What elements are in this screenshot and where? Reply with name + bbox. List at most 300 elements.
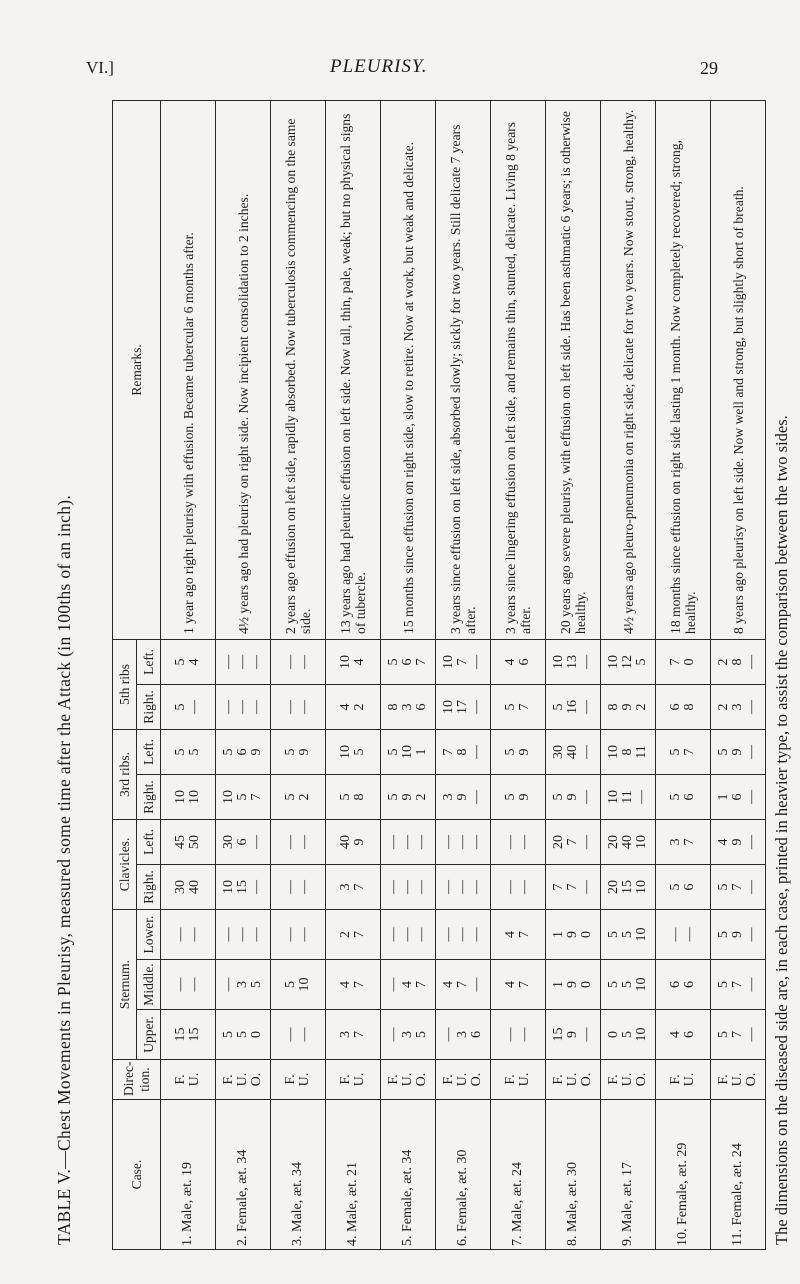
measurement-value: 40 <box>338 834 353 849</box>
remarks-cell: 20 years ago severe pleurisy, with effusion on left side. Has been asthmatic 6 years; is otherwise healthy. <box>546 101 601 640</box>
measurement-value: — <box>386 927 401 942</box>
measurement-value: — <box>744 1027 759 1042</box>
measurement-value: — <box>668 927 683 942</box>
r5-l-cell <box>326 639 381 684</box>
measurement-value: — <box>283 834 298 849</box>
measurement-value: — <box>503 879 518 894</box>
direction-cell <box>546 1060 601 1100</box>
r3-r-cell <box>601 774 656 819</box>
r5-l-cell <box>656 639 711 684</box>
measurement-value: 40 <box>620 834 635 849</box>
measurement-value: 3 <box>400 1031 415 1038</box>
measurement-value: 5 <box>716 931 731 938</box>
r5-l-cell <box>601 639 656 684</box>
measurement-value: 10 <box>606 789 621 804</box>
measurement-value: 7 <box>517 931 532 938</box>
cl-r-cell <box>326 864 381 909</box>
direction-value: F. <box>606 1074 621 1085</box>
measurement-value: 9 <box>352 838 367 846</box>
table-row <box>271 101 326 1250</box>
header-3rd-ribs-right: Right. <box>137 774 161 819</box>
table-row <box>216 101 271 1250</box>
table-footnote: The dimensions on the diseased side are, in each case, printed in heavier type, to assist the comparison between the two sides. <box>772 415 791 1245</box>
r3-r-cell <box>161 774 216 819</box>
r5-r-cell <box>326 684 381 729</box>
measurement-value: 0 <box>579 931 594 938</box>
measurement-value: — <box>744 927 759 942</box>
measurement-value: — <box>441 834 456 849</box>
upper-cell <box>656 1010 711 1060</box>
measurement-value: 10 <box>634 879 649 894</box>
measurement-value: 2 <box>414 793 429 801</box>
measurement-value: — <box>187 699 202 714</box>
measurement-value: — <box>283 879 298 894</box>
measurement-value: — <box>744 977 759 992</box>
remarks-cell: 4½ years ago pleuro-pneumonia on right side; delicate for two years. Now stout, strong, healthy. <box>601 101 656 640</box>
measurement-value: 5 <box>173 658 188 666</box>
measurement-value: — <box>455 879 470 894</box>
measurement-value: 5 <box>249 981 264 988</box>
measurement-value: — <box>414 927 429 942</box>
middle-cell <box>381 960 436 1010</box>
measurement-value: 9 <box>565 981 580 988</box>
direction-value: O. <box>249 1072 264 1087</box>
measurement-value: 6 <box>730 793 745 801</box>
measurement-value: 10 <box>173 789 188 804</box>
lower-cell <box>271 909 326 959</box>
measurement-value: 9 <box>400 793 415 801</box>
direction-cell <box>161 1060 216 1100</box>
r3-r-cell <box>271 774 326 819</box>
measurement-value: — <box>187 927 202 942</box>
cl-l-cell <box>381 819 436 864</box>
lower-cell <box>326 909 381 959</box>
remarks-cell: 3 years since effusion on left side, absorbed slowly; sickly for two years. Still delicate 7 years after. <box>436 101 491 640</box>
r5-r-cell <box>381 684 436 729</box>
cl-r-cell <box>491 864 546 909</box>
measurement-value: 6 <box>235 838 250 846</box>
measurement-value: 7 <box>249 793 264 801</box>
measurement-value: — <box>517 879 532 894</box>
measurement-value: 15 <box>551 1027 566 1042</box>
r3-l-cell <box>601 729 656 774</box>
remarks-cell: 3 years since lingering effusion on left side, and remains thin, stunted, delicate. Living 8 years after. <box>491 101 546 640</box>
measurement-value: 4 <box>338 703 353 711</box>
measurement-value: 7 <box>352 1031 367 1038</box>
measurement-value: 10 <box>338 744 353 759</box>
header-sternum-upper: Upper. <box>137 1010 161 1060</box>
measurement-value: 10 <box>551 654 566 669</box>
measurement-value: — <box>469 699 484 714</box>
case-cell: 1. Male, æt. 19 <box>161 1100 216 1250</box>
cl-r-cell <box>271 864 326 909</box>
measurement-value: — <box>744 834 759 849</box>
direction-value: F. <box>221 1074 236 1085</box>
measurement-value: 15 <box>187 1027 202 1042</box>
measurement-value: 45 <box>173 834 188 849</box>
table-row <box>656 101 711 1250</box>
upper-cell <box>216 1010 271 1060</box>
direction-cell <box>381 1060 436 1100</box>
direction-value: F. <box>386 1074 401 1085</box>
middle-cell <box>656 960 711 1010</box>
header-sternum-lower: Lower. <box>137 909 161 959</box>
lower-cell <box>216 909 271 959</box>
measurement-value: 6 <box>414 703 429 711</box>
direction-value: O. <box>469 1072 484 1087</box>
cl-r-cell <box>161 864 216 909</box>
measurement-value: 10 <box>606 654 621 669</box>
measurement-value: 10 <box>338 654 353 669</box>
measurement-value: — <box>579 654 594 669</box>
header-sternum-middle: Middle. <box>137 960 161 1010</box>
table-row <box>161 101 216 1250</box>
measurement-value: 2 <box>338 931 353 938</box>
measurement-value: 5 <box>235 793 250 801</box>
measurement-value: 8 <box>606 703 621 711</box>
r5-l-cell <box>436 639 491 684</box>
table-row <box>381 101 436 1250</box>
header-clavicles: Clavicles. <box>113 819 137 909</box>
measurement-value: — <box>634 789 649 804</box>
table-row <box>711 101 766 1250</box>
measurement-value: — <box>235 927 250 942</box>
measurement-value: 5 <box>173 703 188 711</box>
measurement-value: 9 <box>730 931 745 938</box>
measurement-value: — <box>503 834 518 849</box>
measurement-value: 5 <box>173 748 188 756</box>
r5-r-cell <box>656 684 711 729</box>
direction-value: F. <box>283 1074 298 1085</box>
measurement-value: 7 <box>682 838 697 846</box>
measurement-value: 6 <box>682 1031 697 1038</box>
cl-l-cell <box>326 819 381 864</box>
measurement-value: 10 <box>400 744 415 759</box>
measurement-value: — <box>283 699 298 714</box>
measurement-value: 7 <box>414 658 429 666</box>
direction-value: U. <box>352 1072 367 1087</box>
measurement-value: 5 <box>386 658 401 666</box>
page-number: 29 <box>700 58 718 78</box>
remarks-cell: 8 years ago pleurisy on left side. Now well and strong, but slightly short of breath. <box>711 101 766 640</box>
cl-l-cell <box>161 819 216 864</box>
chest-movements-table <box>112 100 766 1250</box>
measurement-value: — <box>414 834 429 849</box>
measurement-value: 7 <box>565 838 580 846</box>
measurement-value: 2 <box>297 793 312 801</box>
measurement-value: 9 <box>565 793 580 801</box>
measurement-value: — <box>297 927 312 942</box>
measurement-value: 20 <box>606 834 621 849</box>
measurement-value: — <box>297 654 312 669</box>
measurement-value: 5 <box>283 793 298 801</box>
cl-l-cell <box>546 819 601 864</box>
measurement-value: 10 <box>187 789 202 804</box>
measurement-value: — <box>414 879 429 894</box>
measurement-value: 2 <box>716 703 731 711</box>
measurement-value: 7 <box>414 981 429 988</box>
cl-r-cell <box>216 864 271 909</box>
measurement-value: 40 <box>187 879 202 894</box>
measurement-value: 12 <box>620 654 635 669</box>
middle-cell <box>546 960 601 1010</box>
measurement-value: 7 <box>517 981 532 988</box>
measurement-value: 10 <box>297 977 312 992</box>
measurement-value: 0 <box>579 981 594 988</box>
measurement-value: — <box>386 1027 401 1042</box>
header-3rd-ribs-left: Left. <box>137 729 161 774</box>
upper-cell <box>381 1010 436 1060</box>
measurement-value: — <box>469 789 484 804</box>
table-row <box>601 101 656 1250</box>
r3-l-cell <box>326 729 381 774</box>
direction-value: O. <box>634 1072 649 1087</box>
measurement-value: 40 <box>565 744 580 759</box>
r5-r-cell <box>436 684 491 729</box>
cl-l-cell <box>601 819 656 864</box>
measurement-value: 5 <box>668 793 683 801</box>
measurement-value: 8 <box>682 703 697 711</box>
table-title: TABLE V.—Chest Movements in Pleurisy, measured some time after the Attack (in 100ths of an inch). <box>54 494 74 1245</box>
measurement-value: 6 <box>682 793 697 801</box>
measurement-value: — <box>744 699 759 714</box>
measurement-value: 6 <box>682 981 697 988</box>
direction-value: O. <box>414 1072 429 1087</box>
cl-l-cell <box>436 819 491 864</box>
measurement-value: 7 <box>551 883 566 891</box>
direction-cell <box>216 1060 271 1100</box>
cl-r-cell <box>656 864 711 909</box>
case-cell: 3. Male, æt. 34 <box>271 1100 326 1250</box>
measurement-value: — <box>386 879 401 894</box>
measurement-value: 5 <box>187 748 202 756</box>
measurement-value: 4 <box>352 658 367 666</box>
r3-l-cell <box>161 729 216 774</box>
upper-cell <box>161 1010 216 1060</box>
cl-r-cell <box>546 864 601 909</box>
header-clavicles-right: Right. <box>137 864 161 909</box>
measurement-value: 5 <box>716 748 731 756</box>
measurement-value: 10 <box>634 927 649 942</box>
upper-cell <box>711 1010 766 1060</box>
measurement-value: 5 <box>620 1031 635 1038</box>
remarks-cell: 1 year ago right pleurisy with effusion. Became tubercular 6 months after. <box>161 101 216 640</box>
measurement-value: 7 <box>730 1031 745 1038</box>
case-cell: 8. Male, æt. 30 <box>546 1100 601 1250</box>
measurement-value: 20 <box>551 834 566 849</box>
measurement-value: 6 <box>517 658 532 666</box>
measurement-value: — <box>173 927 188 942</box>
measurement-value: 5 <box>503 703 518 711</box>
cl-r-cell <box>711 864 766 909</box>
table-row <box>436 101 491 1250</box>
measurement-value: 6 <box>668 703 683 711</box>
r5-r-cell <box>271 684 326 729</box>
measurement-value: 8 <box>620 748 635 756</box>
running-head <box>0 0 800 110</box>
cl-r-cell <box>436 864 491 909</box>
direction-value: U. <box>682 1072 697 1087</box>
measurement-value: — <box>682 927 697 942</box>
measurement-value: 10 <box>441 654 456 669</box>
measurement-value: 5 <box>606 981 621 988</box>
measurement-value: 7 <box>441 748 456 756</box>
header-direction: Direc-tion. <box>113 1060 161 1100</box>
case-cell: 9. Male, æt. 17 <box>601 1100 656 1250</box>
measurement-value: 3 <box>338 1031 353 1038</box>
measurement-value: 8 <box>386 703 401 711</box>
measurement-value: — <box>283 927 298 942</box>
measurement-value: 5 <box>551 703 566 711</box>
remarks-cell: 13 years ago had pleuritic effusion on left side. Now tall, thin, pale, weak; but no physical signs of tubercle. <box>326 101 381 640</box>
measurement-value: — <box>744 654 759 669</box>
lower-cell <box>381 909 436 959</box>
remarks-cell: 18 months since effusion on right side lasting 1 month. Now completely recovered; strong, healthy. <box>656 101 711 640</box>
case-cell: 6. Female, æt. 30 <box>436 1100 491 1250</box>
measurement-value: 5 <box>386 748 401 756</box>
measurement-value: 17 <box>455 699 470 714</box>
measurement-value: 0 <box>682 658 697 666</box>
header-5th-ribs: 5th ribs <box>113 639 137 729</box>
measurement-value: 9 <box>730 748 745 756</box>
r5-l-cell <box>271 639 326 684</box>
measurement-value: — <box>469 834 484 849</box>
r5-l-cell <box>546 639 601 684</box>
measurement-value: 4 <box>668 1031 683 1038</box>
header-sternum: Sternum. <box>113 909 137 1059</box>
r3-l-cell <box>216 729 271 774</box>
r3-l-cell <box>491 729 546 774</box>
measurement-value: — <box>249 927 264 942</box>
measurement-value: 8 <box>352 793 367 801</box>
measurement-value: 2 <box>634 703 649 711</box>
measurement-value: 9 <box>620 703 635 711</box>
lower-cell <box>711 909 766 959</box>
measurement-value: 30 <box>173 879 188 894</box>
measurement-value: 7 <box>668 658 683 666</box>
measurement-value: 2 <box>352 703 367 711</box>
upper-cell <box>436 1010 491 1060</box>
measurement-value: 5 <box>235 1031 250 1038</box>
measurement-value: 3 <box>235 981 250 988</box>
measurement-value: 3 <box>455 1031 470 1038</box>
middle-cell <box>491 960 546 1010</box>
measurement-value: — <box>469 977 484 992</box>
measurement-value: — <box>235 699 250 714</box>
lower-cell <box>491 909 546 959</box>
measurement-value: — <box>517 1027 532 1042</box>
measurement-value: 3 <box>400 703 415 711</box>
measurement-value: 4 <box>400 981 415 988</box>
measurement-value: 4 <box>338 981 353 988</box>
measurement-value: — <box>469 927 484 942</box>
measurement-value: — <box>455 834 470 849</box>
measurement-value: 9 <box>565 931 580 938</box>
lower-cell <box>601 909 656 959</box>
measurement-value: 1 <box>716 793 731 801</box>
measurement-value: — <box>503 1027 518 1042</box>
measurement-value: — <box>744 879 759 894</box>
direction-value: U. <box>455 1072 470 1087</box>
measurement-value: 4 <box>503 658 518 666</box>
measurement-value: 10 <box>634 1027 649 1042</box>
measurement-value: 0 <box>606 1031 621 1038</box>
header-3rd-ribs: 3rd ribs. <box>113 729 137 819</box>
measurement-value: — <box>441 927 456 942</box>
measurement-value: — <box>249 699 264 714</box>
measurement-value: 5 <box>606 931 621 938</box>
direction-value: F. <box>716 1074 731 1085</box>
measurement-value: 10 <box>634 834 649 849</box>
measurement-value: 11 <box>634 745 649 759</box>
measurement-value: 5 <box>716 883 731 891</box>
measurement-value: — <box>173 977 188 992</box>
case-cell: 7. Male, æt. 24 <box>491 1100 546 1250</box>
measurement-value: 4 <box>187 658 202 666</box>
measurement-value: — <box>579 834 594 849</box>
measurement-value: 5 <box>620 931 635 938</box>
measurement-value: 5 <box>221 748 236 756</box>
direction-value: U. <box>565 1072 580 1087</box>
upper-cell <box>271 1010 326 1060</box>
upper-cell <box>546 1010 601 1060</box>
middle-cell <box>161 960 216 1010</box>
middle-cell <box>326 960 381 1010</box>
r3-r-cell <box>711 774 766 819</box>
r5-r-cell <box>546 684 601 729</box>
case-cell: 10. Female, æt. 29 <box>656 1100 711 1250</box>
direction-value: U. <box>730 1072 745 1087</box>
r3-r-cell <box>326 774 381 819</box>
measurement-value: 5 <box>620 981 635 988</box>
table-body <box>161 101 766 1250</box>
measurement-value: 7 <box>352 931 367 938</box>
chapter-number: VI.] <box>86 58 114 77</box>
upper-cell <box>491 1010 546 1060</box>
r3-l-cell <box>271 729 326 774</box>
measurement-value: — <box>249 654 264 669</box>
measurement-value: — <box>249 834 264 849</box>
r5-l-cell <box>161 639 216 684</box>
table-row <box>326 101 381 1250</box>
cl-l-cell <box>271 819 326 864</box>
measurement-value: 5 <box>338 793 353 801</box>
direction-cell <box>326 1060 381 1100</box>
r3-l-cell <box>546 729 601 774</box>
table-row <box>546 101 601 1250</box>
direction-value: F. <box>173 1074 188 1085</box>
measurement-value: 7 <box>730 883 745 891</box>
measurement-value: — <box>249 879 264 894</box>
measurement-value: 5 <box>414 1031 429 1038</box>
r3-l-cell <box>711 729 766 774</box>
measurement-value: 5 <box>283 748 298 756</box>
case-cell: 4. Male, æt. 21 <box>326 1100 381 1250</box>
rotated-table-container <box>112 100 759 1250</box>
measurement-value: — <box>235 654 250 669</box>
measurement-value: 10 <box>441 699 456 714</box>
measurement-value: — <box>469 654 484 669</box>
measurement-value: — <box>221 977 236 992</box>
measurement-value: 7 <box>517 703 532 711</box>
upper-cell <box>601 1010 656 1060</box>
direction-cell <box>491 1060 546 1100</box>
measurement-value: 9 <box>455 793 470 801</box>
direction-value: U. <box>187 1072 202 1087</box>
direction-value: F. <box>551 1074 566 1085</box>
measurement-value: — <box>400 879 415 894</box>
measurement-value: — <box>386 977 401 992</box>
